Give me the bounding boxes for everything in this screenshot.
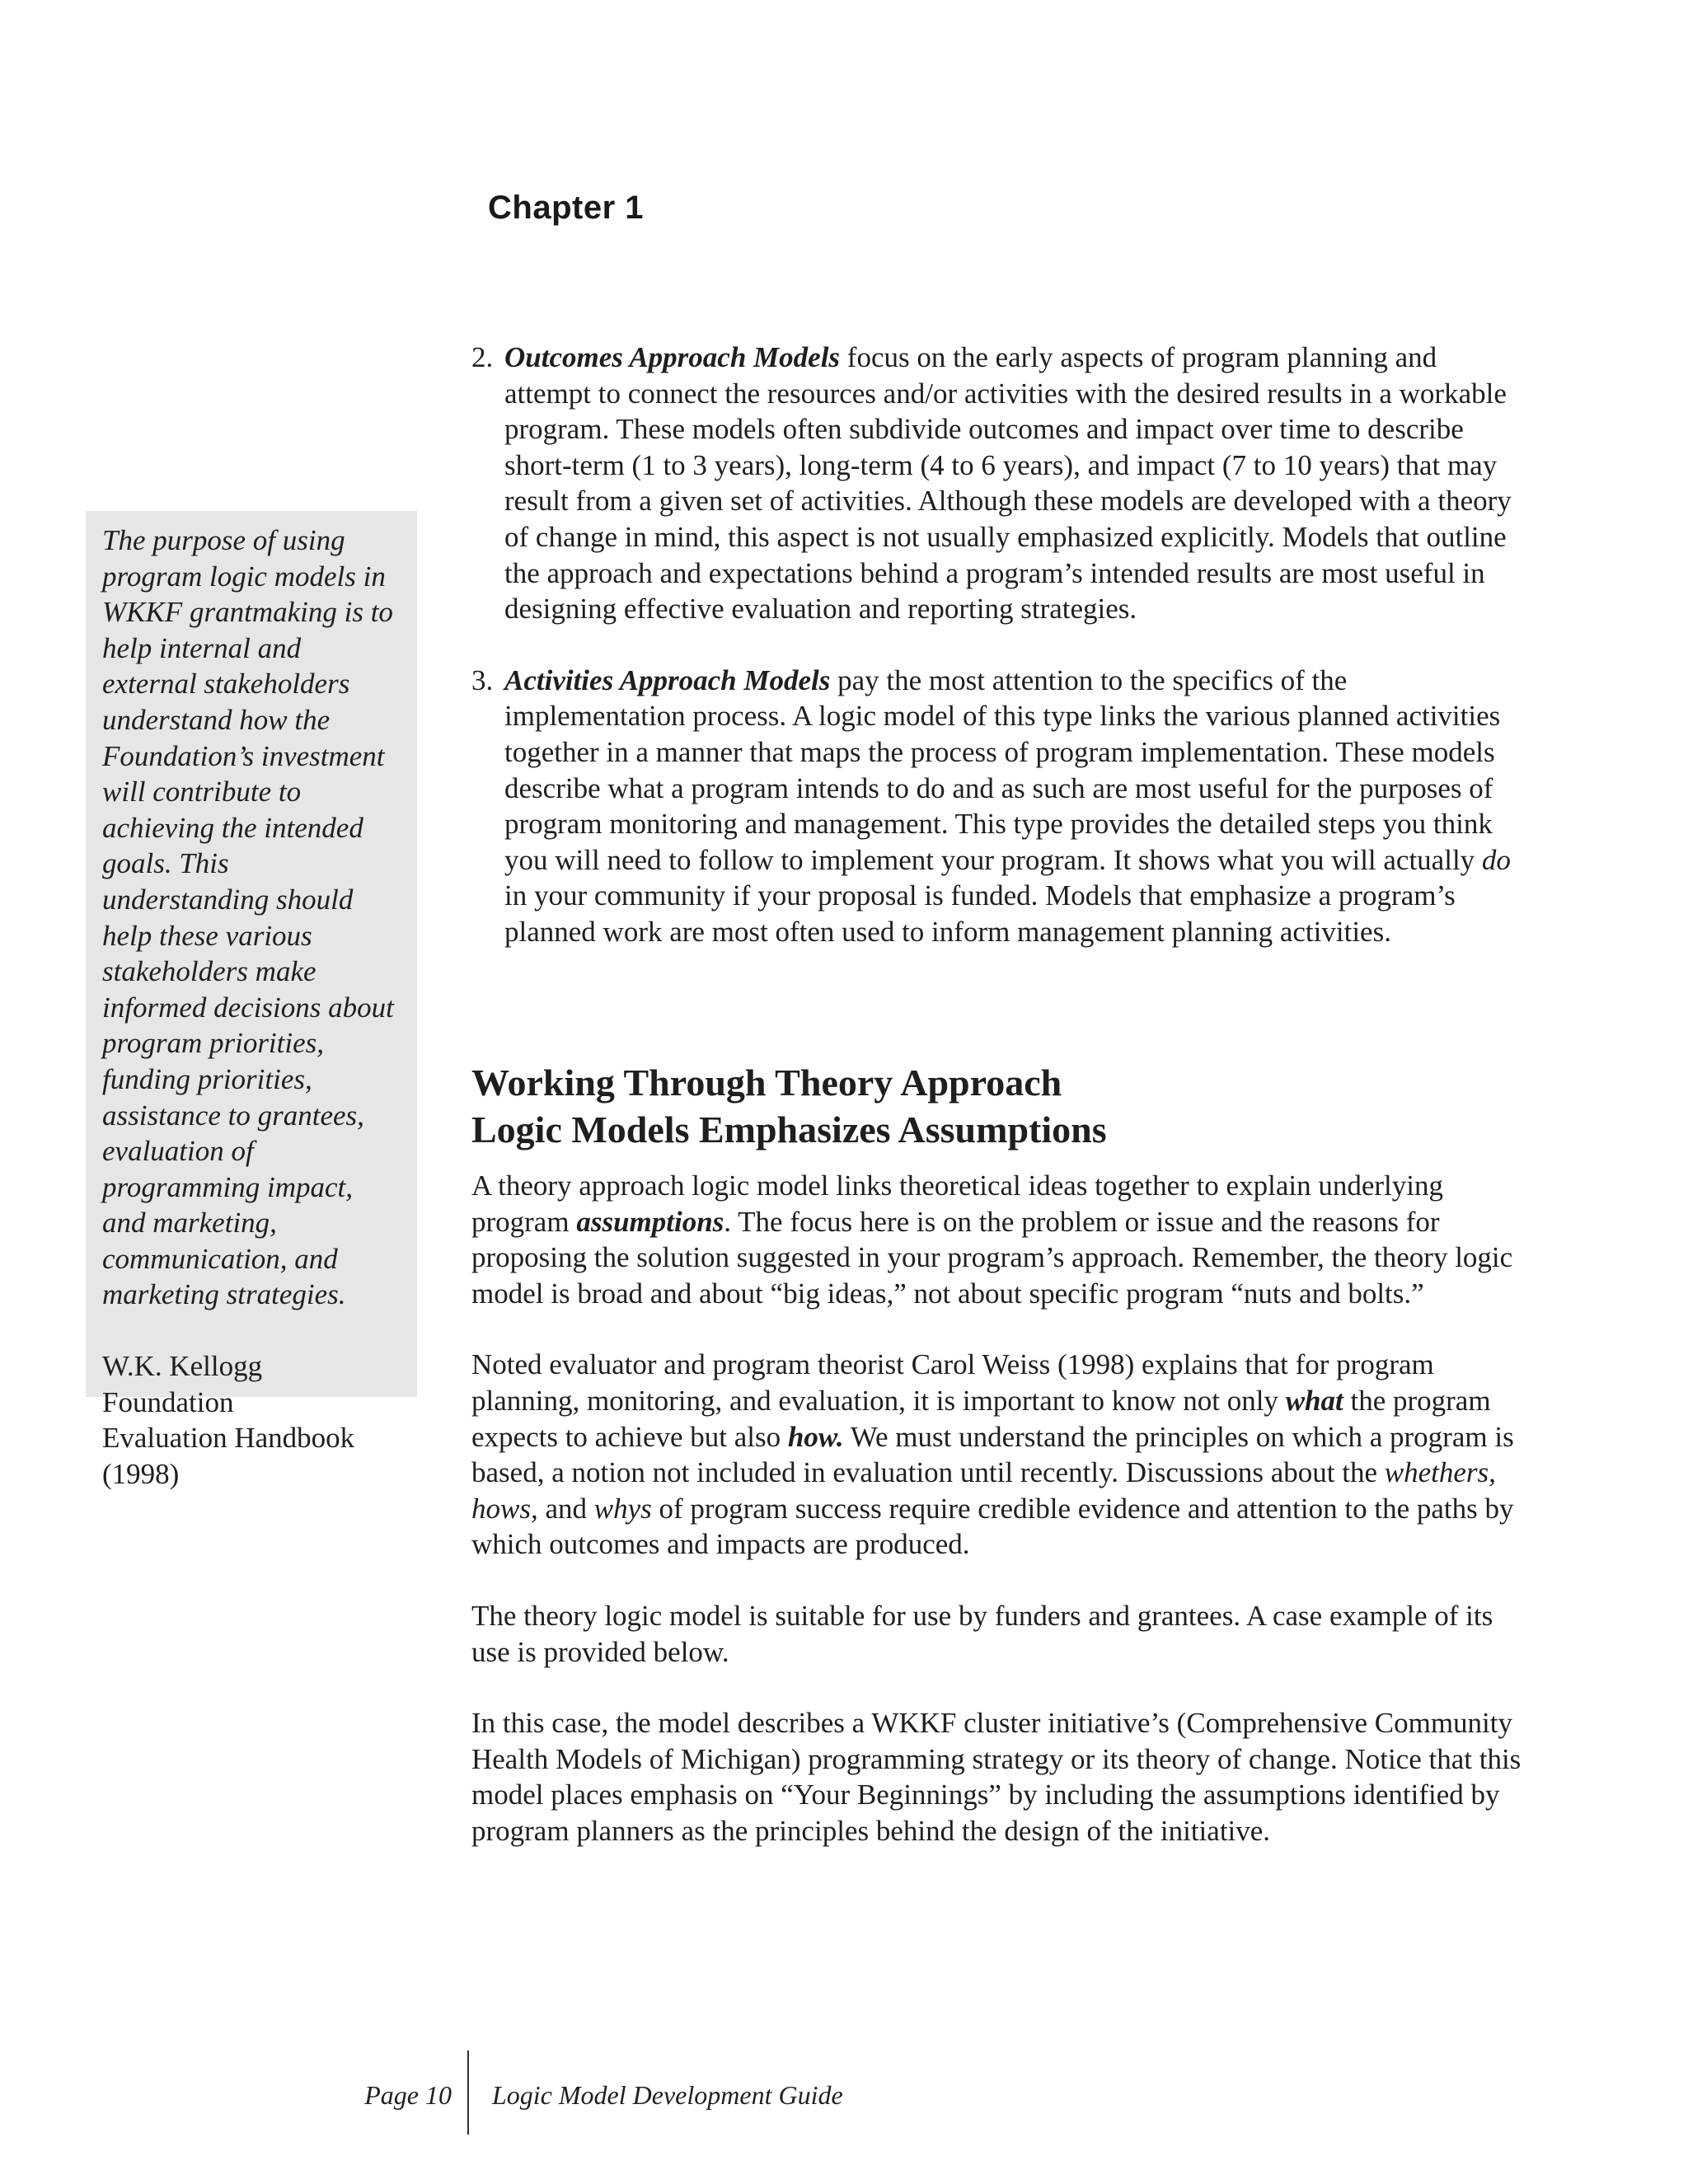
emphasis: do	[1481, 843, 1511, 876]
text: of program success require credible evidence and attention to the paths by which outcomes and impacts are produced.	[471, 1492, 1514, 1561]
list-term: Outcomes Approach Models	[504, 341, 841, 373]
list-item-activities	[471, 663, 1526, 950]
footer-divider	[467, 2050, 469, 2135]
section-body	[471, 1168, 1531, 1849]
text: the program expects to achieve but also	[471, 1384, 1491, 1453]
sidebar-quote-box	[86, 511, 417, 1490]
list-text: pay the most attention to the specifics of the implementation process. A logic model of this type links the various planned activities together in a manner that maps the process of program implementation. These models describe what a program intends to do and as such are most useful for the purposes of program monitoring and management. This type provides the detailed steps you think you will need to follow to implement your program. It shows what you will actually	[504, 663, 1501, 876]
citation-line: Foundation	[102, 1385, 234, 1418]
citation-line: Evaluation Handbook	[102, 1422, 355, 1455]
sidebar-citation	[102, 1348, 402, 1492]
emphasis: what	[1285, 1384, 1343, 1417]
page-footer	[0, 2077, 1688, 2135]
text: We must understand the principles on which a program is based, a notion not included in evaluation until recently. Discussions about the	[471, 1420, 1514, 1489]
heading-line: Logic Models Emphasizes Assumptions	[471, 1108, 1107, 1151]
heading-line: Working Through Theory Approach	[471, 1062, 1062, 1104]
list-number: 2.	[471, 341, 494, 373]
page-number: Page 10	[364, 2080, 452, 2110]
emphasis: whys	[593, 1492, 652, 1525]
list-term: Activities Approach Models	[504, 663, 831, 696]
paragraph	[471, 1347, 1531, 1563]
chapter-title: Chapter 1	[488, 190, 644, 226]
text: Noted evaluator and program theorist Carol Weiss (1998) explains that for program planning, monitoring, and evaluation, it is important to know not only	[471, 1348, 1434, 1417]
section-heading	[471, 1059, 1526, 1153]
list-number: 3.	[471, 663, 494, 696]
guide-title: Logic Model Development Guide	[492, 2080, 843, 2110]
emphasis: assumptions	[576, 1205, 724, 1238]
paragraph: The theory logic model is suitable for use by funders and grantees. A case example of its use is provided below.	[471, 1599, 1493, 1668]
emphasis: how.	[787, 1420, 844, 1453]
sidebar-quote: The purpose of using program logic models in WKKF grantmaking is to help internal and external stakeholders understand how the Foundation’s investment will contribute to achieving the intended goals. This understanding should help these various stakeholders make informed decisions about program priorities, funding priorities, assistance to grantees, evaluation of programming impact, and marketing, communication, and marketing strategies.	[102, 524, 394, 1311]
numbered-list	[471, 340, 1526, 950]
list-text: in your community if your proposal is funded. Models that emphasize a program’s planned work are most often used to inform management planning activities.	[504, 879, 1456, 948]
paragraph	[471, 1168, 1531, 1311]
citation-line: (1998)	[102, 1457, 180, 1490]
text: and	[537, 1492, 594, 1525]
paragraph: In this case, the model describes a WKKF cluster initiative’s (Comprehensive Community Health Models of Michigan) programming strategy or its theory of change. Notice that this model places emphasis on “Your Beginnings” by including the assumptions identified by program planners as the principles behind the design of the initiative.	[471, 1707, 1522, 1847]
list-item-outcomes	[471, 340, 1526, 627]
emphasis: whethers, hows,	[471, 1456, 1496, 1525]
list-text: focus on the early aspects of program planning and attempt to connect the resources and/or activities with the desired results in a workable program. These models often subdivide outcomes and impact over time to describe short-term (1 to 3 years), long-term (4 to 6 years), and impact (7 to 10 years) that may result from a given set of activities. Although these models are developed with a theory of change in mind, this aspect is not usually emphasized explicitly. Models that outline the approach and expectations behind a program’s intended results are most useful in designing effective evaluation and reporting strategies.	[504, 341, 1512, 626]
text: A theory approach logic model links theoretical ideas together to explain underlying program	[471, 1169, 1443, 1238]
citation-line: W.K. Kellogg	[102, 1350, 263, 1383]
text: . The focus here is on the problem or issue and the reasons for proposing the solution suggested in your program’s approach. Remember, the theory logic model is broad and about “big ideas,” not about specific program “nuts and bolts.”	[471, 1205, 1513, 1310]
